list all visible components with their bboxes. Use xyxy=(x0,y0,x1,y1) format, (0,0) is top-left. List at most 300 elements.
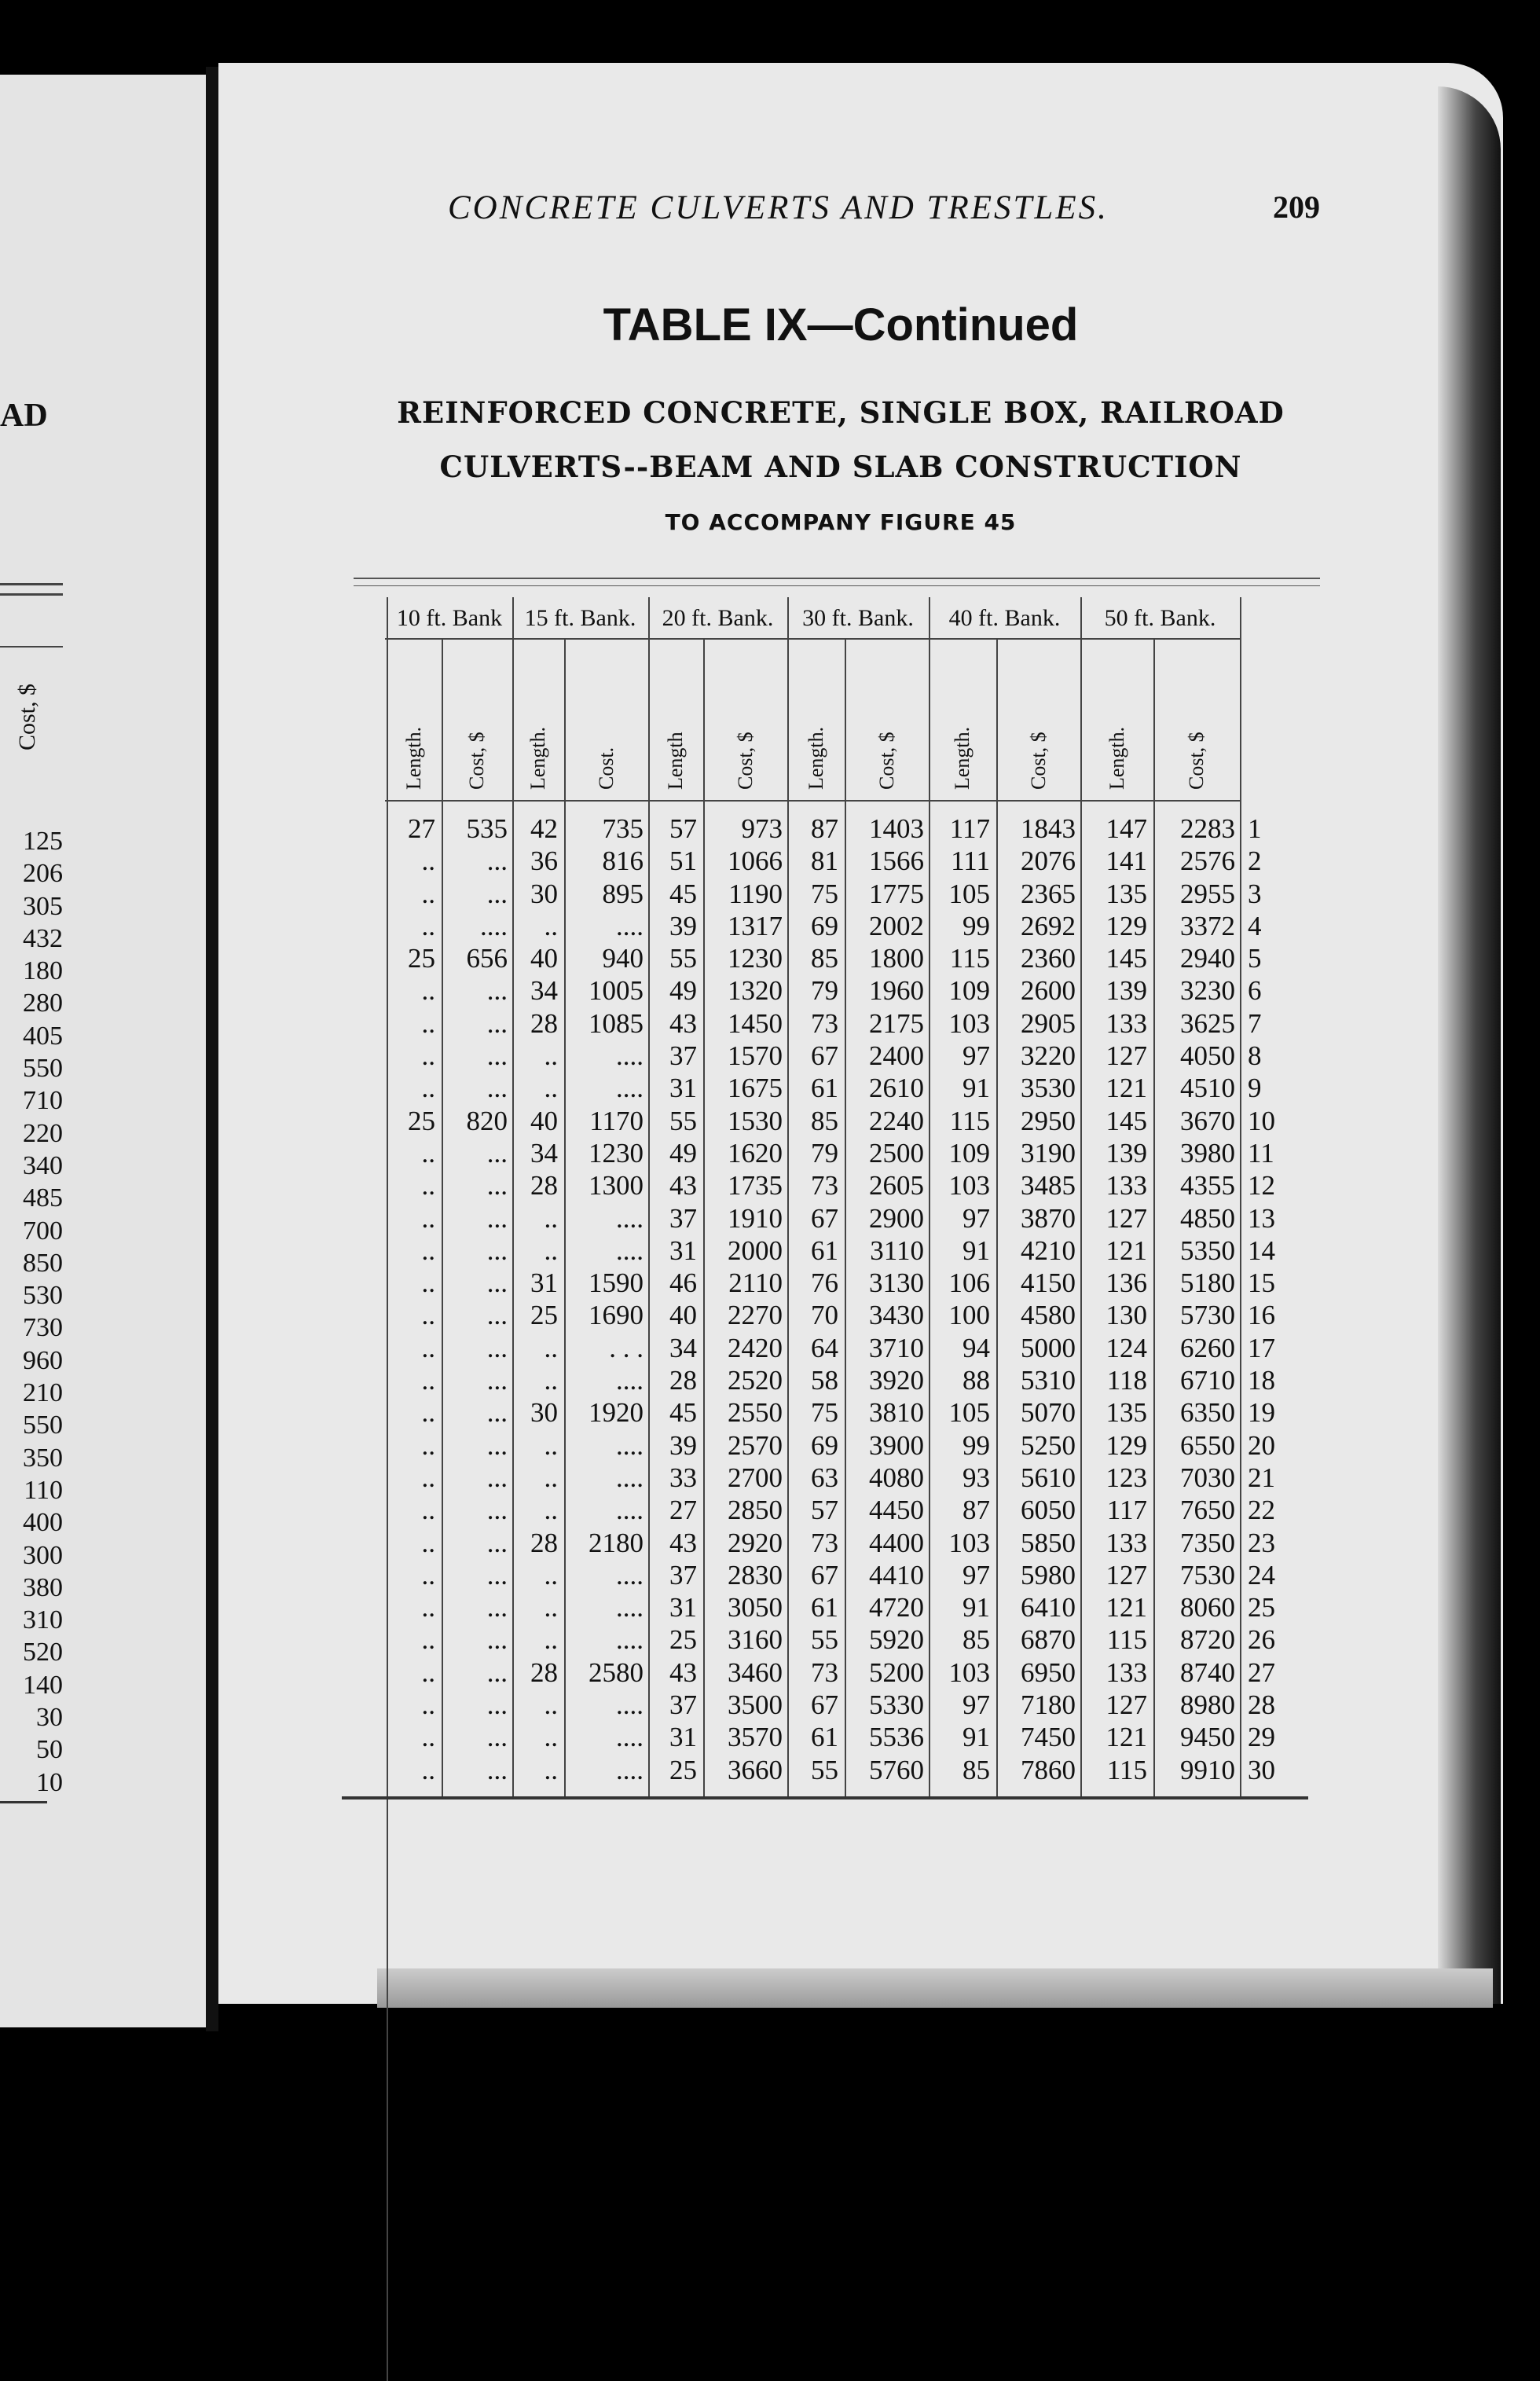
cost-cell: .... xyxy=(616,910,644,941)
length-cell: 91 xyxy=(962,1073,990,1104)
bank-label: 30 ft. Bank. xyxy=(802,605,914,631)
cost-cell: 1910 xyxy=(728,1202,783,1234)
cost-cell: .... xyxy=(616,1235,644,1266)
cost-cell: 7530 xyxy=(1180,1559,1235,1590)
cost-cell: .... xyxy=(616,1462,644,1493)
left-page-cost-cell: 305 xyxy=(23,891,63,921)
left-page-cost-cell: 550 xyxy=(23,1054,63,1084)
left-page-cost-cell: 280 xyxy=(23,989,63,1018)
cost-cell: 1530 xyxy=(728,1105,783,1136)
cost-cell: 5730 xyxy=(1180,1300,1235,1331)
cost-cell: ... xyxy=(486,1624,508,1656)
cost-cell: 3130 xyxy=(869,1268,924,1299)
length-cell: 73 xyxy=(811,1170,838,1202)
length-header: Length. xyxy=(951,726,974,790)
length-header: Length. xyxy=(804,726,827,790)
cost-header: Cost, $ xyxy=(874,732,898,790)
cost-cell: 2955 xyxy=(1180,878,1235,909)
cost-cell: 5850 xyxy=(1021,1527,1076,1558)
length-cell: 57 xyxy=(669,813,697,844)
length-cell: .. xyxy=(421,1527,435,1558)
length-cell: 67 xyxy=(811,1040,838,1072)
table-bottom-rule xyxy=(342,1796,1308,1800)
length-cell: 69 xyxy=(811,1429,838,1461)
length-cell: .. xyxy=(421,1007,435,1039)
length-cell: 39 xyxy=(669,1429,697,1461)
length-cell: 45 xyxy=(669,1397,697,1429)
length-cell: 97 xyxy=(962,1202,990,1234)
cost-cell: 6550 xyxy=(1180,1429,1235,1461)
length-cell: 79 xyxy=(811,975,838,1007)
length-cell: 76 xyxy=(811,1268,838,1299)
cost-cell: 8060 xyxy=(1180,1592,1235,1623)
cost-cell: 973 xyxy=(741,813,783,844)
cost-column xyxy=(564,813,644,1786)
length-cell: 55 xyxy=(811,1754,838,1785)
cost-cell: 1960 xyxy=(869,975,924,1007)
cost-cell: 6260 xyxy=(1180,1332,1235,1363)
cost-cell: 2550 xyxy=(728,1397,783,1429)
cost-cell: ... xyxy=(486,1202,508,1234)
cost-cell: 3190 xyxy=(1021,1137,1076,1168)
cost-cell: 1450 xyxy=(728,1007,783,1039)
cost-cell: .... xyxy=(480,910,508,941)
length-cell: 55 xyxy=(669,943,697,974)
length-cell: .. xyxy=(421,1429,435,1461)
cost-cell: 8740 xyxy=(1180,1656,1235,1688)
length-cell: 37 xyxy=(669,1040,697,1072)
cost-header: Cost, $ xyxy=(465,732,488,790)
length-cell: 25 xyxy=(669,1624,697,1656)
bank-label: 20 ft. Bank. xyxy=(662,605,774,631)
cost-cell: ... xyxy=(486,1235,508,1266)
cost-cell: 3625 xyxy=(1180,1007,1235,1039)
length-cell: 85 xyxy=(962,1754,990,1785)
table-top-rule xyxy=(354,585,1320,586)
cost-cell: 1403 xyxy=(869,813,924,844)
length-cell: 94 xyxy=(962,1332,990,1363)
cost-cell: 5000 xyxy=(1021,1332,1076,1363)
cost-cell: 3810 xyxy=(869,1397,924,1429)
length-cell: 121 xyxy=(1106,1073,1147,1104)
length-cell: 105 xyxy=(948,1397,990,1429)
length-cell: 30 xyxy=(530,878,558,909)
cost-cell: 2600 xyxy=(1021,975,1076,1007)
length-cell: .. xyxy=(421,1073,435,1104)
left-page-cost-cell: 206 xyxy=(23,859,63,889)
length-cell: 121 xyxy=(1106,1722,1147,1753)
cost-cell: 1190 xyxy=(728,878,783,909)
left-page-column-header: Cost, $ xyxy=(14,683,40,750)
length-cell: 43 xyxy=(669,1527,697,1558)
left-page-cost-cell: 700 xyxy=(23,1216,63,1246)
length-cell: 49 xyxy=(669,975,697,1007)
length-cell: 133 xyxy=(1106,1170,1147,1202)
cost-cell: 8980 xyxy=(1180,1689,1235,1721)
cost-cell: 4410 xyxy=(869,1559,924,1590)
length-cell: 70 xyxy=(811,1300,838,1331)
length-cell: .. xyxy=(544,1754,558,1785)
length-cell: 117 xyxy=(949,813,990,844)
length-cell: .. xyxy=(421,1656,435,1688)
cost-cell: .... xyxy=(616,1592,644,1623)
cost-cell: . . . xyxy=(609,1332,644,1363)
cost-cell: 1690 xyxy=(588,1300,644,1331)
cost-cell: .... xyxy=(616,1040,644,1072)
bank-label: 15 ft. Bank. xyxy=(524,605,636,631)
left-page-cost-cell: 850 xyxy=(23,1248,63,1278)
cost-cell: .... xyxy=(616,1722,644,1753)
page-edge xyxy=(1438,86,1501,2004)
cost-header: Cost. xyxy=(594,747,618,790)
length-cell: .. xyxy=(421,1722,435,1753)
length-cell: 43 xyxy=(669,1170,697,1202)
cost-cell: ... xyxy=(486,878,508,909)
row-number: 23 xyxy=(1248,1527,1275,1558)
cost-cell: 2110 xyxy=(728,1268,783,1299)
length-cell: 55 xyxy=(669,1105,697,1136)
left-page-cost-cell: 300 xyxy=(23,1540,63,1570)
length-cell: 93 xyxy=(962,1462,990,1493)
cost-column xyxy=(996,813,1076,1786)
cost-cell: ... xyxy=(486,1462,508,1493)
length-cell: .. xyxy=(421,1624,435,1656)
left-page-rule xyxy=(0,583,63,585)
cost-cell: 5310 xyxy=(1021,1365,1076,1396)
cost-cell: 7180 xyxy=(1021,1689,1076,1721)
row-number: 5 xyxy=(1248,943,1262,974)
length-cell: 139 xyxy=(1106,1137,1147,1168)
length-cell: 127 xyxy=(1106,1040,1147,1072)
length-cell: 85 xyxy=(811,1105,838,1136)
length-cell: 130 xyxy=(1106,1300,1147,1331)
length-cell: 69 xyxy=(811,910,838,941)
cost-cell: 4080 xyxy=(869,1462,924,1493)
length-cell: 73 xyxy=(811,1007,838,1039)
length-cell: .. xyxy=(421,1462,435,1493)
length-cell: 133 xyxy=(1106,1527,1147,1558)
row-number: 13 xyxy=(1248,1202,1275,1234)
length-cell: 67 xyxy=(811,1559,838,1590)
cost-cell: 3670 xyxy=(1180,1105,1235,1136)
cost-cell: 2576 xyxy=(1180,846,1235,877)
cost-cell: ... xyxy=(486,1689,508,1721)
cost-cell: 3710 xyxy=(869,1332,924,1363)
left-page-cost-cell: 140 xyxy=(23,1670,63,1700)
left-page-cost-cell: 125 xyxy=(23,827,63,856)
cost-cell: 1620 xyxy=(728,1137,783,1168)
length-cell: 30 xyxy=(530,1397,558,1429)
row-number: 2 xyxy=(1248,846,1262,877)
cost-cell: 656 xyxy=(466,943,508,974)
length-cell: 99 xyxy=(962,1429,990,1461)
left-page-cost-cell: 405 xyxy=(23,1021,63,1051)
length-cell: .. xyxy=(544,1495,558,1526)
cost-cell: ... xyxy=(486,1559,508,1590)
cost-cell: 5610 xyxy=(1021,1462,1076,1493)
length-cell: .. xyxy=(421,846,435,877)
cost-cell: 9450 xyxy=(1180,1722,1235,1753)
cost-column xyxy=(442,813,508,1786)
cost-cell: 2950 xyxy=(1021,1105,1076,1136)
cost-cell: 1300 xyxy=(588,1170,644,1202)
length-cell: 103 xyxy=(948,1656,990,1688)
cost-cell: 5180 xyxy=(1180,1268,1235,1299)
cost-cell: 1320 xyxy=(728,975,783,1007)
length-cell: .. xyxy=(421,1689,435,1721)
cost-cell: 1800 xyxy=(869,943,924,974)
left-page-cost-cell: 310 xyxy=(23,1605,63,1635)
length-header: Length. xyxy=(1105,726,1128,790)
left-page-rule xyxy=(0,646,63,648)
cost-cell: 2270 xyxy=(728,1300,783,1331)
length-cell: 124 xyxy=(1106,1332,1147,1363)
length-cell: 28 xyxy=(530,1527,558,1558)
length-cell: 31 xyxy=(669,1235,697,1266)
length-cell: 135 xyxy=(1106,878,1147,909)
left-page-cost-cell: 110 xyxy=(24,1475,63,1505)
row-number: 6 xyxy=(1248,975,1262,1007)
length-cell: 63 xyxy=(811,1462,838,1493)
length-cell: 121 xyxy=(1106,1592,1147,1623)
length-cell: .. xyxy=(421,878,435,909)
running-head: CONCRETE CULVERTS AND TRESTLES. xyxy=(448,189,1109,226)
row-number: 29 xyxy=(1248,1722,1275,1753)
row-number: 19 xyxy=(1248,1397,1275,1429)
page-number: 209 xyxy=(1273,189,1320,225)
cost-cell: 3500 xyxy=(728,1689,783,1721)
cost-cell: ... xyxy=(486,1527,508,1558)
row-number: 16 xyxy=(1248,1300,1275,1331)
cost-cell: 2365 xyxy=(1021,878,1076,909)
table-top-rule xyxy=(354,578,1320,579)
length-cell: 115 xyxy=(1106,1754,1147,1785)
cost-cell: ... xyxy=(486,846,508,877)
length-cell: 40 xyxy=(530,1105,558,1136)
length-column xyxy=(787,813,838,1786)
cost-cell: 8720 xyxy=(1180,1624,1235,1656)
length-cell: 27 xyxy=(669,1495,697,1526)
cost-cell: 1675 xyxy=(728,1073,783,1104)
cost-cell: ... xyxy=(486,1300,508,1331)
left-page-bottom-rule xyxy=(0,1801,47,1803)
length-cell: .. xyxy=(421,1137,435,1168)
length-cell: 91 xyxy=(962,1722,990,1753)
cost-cell: 1005 xyxy=(588,975,644,1007)
cost-cell: 6410 xyxy=(1021,1592,1076,1623)
length-cell: 103 xyxy=(948,1527,990,1558)
length-cell: 106 xyxy=(948,1268,990,1299)
length-cell: .. xyxy=(421,1592,435,1623)
length-cell: 88 xyxy=(962,1365,990,1396)
row-number: 14 xyxy=(1248,1235,1275,1266)
cost-cell: 3230 xyxy=(1180,975,1235,1007)
table-subtitle-line-1: REINFORCED CONCRETE, SINGLE BOX, RAILROAD xyxy=(397,395,1285,430)
cost-cell: 3110 xyxy=(870,1235,924,1266)
length-cell: .. xyxy=(421,1235,435,1266)
length-cell: 28 xyxy=(530,1007,558,1039)
cost-cell: ... xyxy=(486,1365,508,1396)
cost-cell: 2900 xyxy=(869,1202,924,1234)
cost-cell: 3530 xyxy=(1021,1073,1076,1104)
length-cell: .. xyxy=(544,1429,558,1461)
length-cell: 129 xyxy=(1106,1429,1147,1461)
left-page-cost-cell: 30 xyxy=(36,1703,63,1733)
cost-cell: 6350 xyxy=(1180,1397,1235,1429)
length-cell: 87 xyxy=(962,1495,990,1526)
cost-cell: ... xyxy=(486,1397,508,1429)
left-page-cost-cell: 220 xyxy=(23,1118,63,1148)
cost-cell: ... xyxy=(486,975,508,1007)
cost-cell: 5920 xyxy=(869,1624,924,1656)
length-cell: .. xyxy=(544,1073,558,1104)
cost-cell: .... xyxy=(616,1559,644,1590)
length-cell: 33 xyxy=(669,1462,697,1493)
cost-cell: 1843 xyxy=(1021,813,1076,844)
cost-cell: 895 xyxy=(602,878,644,909)
cost-cell: 4355 xyxy=(1180,1170,1235,1202)
length-cell: 121 xyxy=(1106,1235,1147,1266)
length-cell: 85 xyxy=(962,1624,990,1656)
cost-cell: 4720 xyxy=(869,1592,924,1623)
length-cell: .. xyxy=(544,1592,558,1623)
cost-cell: 2420 xyxy=(728,1332,783,1363)
cost-cell: 735 xyxy=(602,813,644,844)
cost-cell: 2605 xyxy=(869,1170,924,1202)
length-cell: .. xyxy=(544,1332,558,1363)
row-number: 22 xyxy=(1248,1495,1275,1526)
cost-cell: 1066 xyxy=(728,846,783,877)
cost-cell: 3430 xyxy=(869,1300,924,1331)
length-cell: 133 xyxy=(1106,1656,1147,1688)
cost-cell: 4400 xyxy=(869,1527,924,1558)
length-cell: 79 xyxy=(811,1137,838,1168)
length-cell: 27 xyxy=(408,813,435,844)
cost-cell: ... xyxy=(486,1073,508,1104)
cost-cell: 1170 xyxy=(589,1105,644,1136)
cost-cell: 9910 xyxy=(1180,1754,1235,1785)
length-cell: .. xyxy=(544,910,558,941)
length-cell: 81 xyxy=(811,846,838,877)
row-number: 15 xyxy=(1248,1268,1275,1299)
length-cell: 111 xyxy=(951,846,990,877)
cost-cell: 7650 xyxy=(1180,1495,1235,1526)
length-cell: 67 xyxy=(811,1202,838,1234)
cost-cell: 820 xyxy=(466,1105,508,1136)
cost-cell: 2920 xyxy=(728,1527,783,1558)
length-cell: 37 xyxy=(669,1559,697,1590)
length-cell: 34 xyxy=(669,1332,697,1363)
row-number: 27 xyxy=(1248,1656,1275,1688)
left-page-heading-fragment: AD xyxy=(0,398,48,434)
cost-cell: 3220 xyxy=(1021,1040,1076,1072)
length-cell: .. xyxy=(421,910,435,941)
length-cell: 64 xyxy=(811,1332,838,1363)
length-cell: 31 xyxy=(669,1592,697,1623)
cost-cell: 2240 xyxy=(869,1105,924,1136)
row-number: 18 xyxy=(1248,1365,1275,1396)
length-cell: 40 xyxy=(530,943,558,974)
length-cell: 39 xyxy=(669,910,697,941)
length-cell: 127 xyxy=(1106,1202,1147,1234)
length-cell: 36 xyxy=(530,846,558,877)
cost-cell: 5330 xyxy=(869,1689,924,1721)
length-cell: .. xyxy=(544,1040,558,1072)
length-cell: .. xyxy=(544,1202,558,1234)
left-page-cost-cell: 530 xyxy=(23,1281,63,1311)
left-page-cost-cell: 10 xyxy=(36,1767,63,1797)
table-subtitle-line-2: CULVERTS--BEAM AND SLAB CONSTRUCTION xyxy=(439,449,1242,484)
cost-cell: 2175 xyxy=(869,1007,924,1039)
length-column xyxy=(387,813,435,1786)
left-page-cost-cell: 960 xyxy=(23,1345,63,1375)
cost-cell: 5070 xyxy=(1021,1397,1076,1429)
cost-cell: 6710 xyxy=(1180,1365,1235,1396)
left-page-cost-cell: 710 xyxy=(23,1086,63,1116)
row-number: 26 xyxy=(1248,1624,1275,1656)
cost-cell: 2610 xyxy=(869,1073,924,1104)
cost-cell: 940 xyxy=(602,943,644,974)
cost-cell: 1570 xyxy=(728,1040,783,1072)
cost-cell: 5200 xyxy=(869,1656,924,1688)
length-cell: 145 xyxy=(1106,943,1147,974)
cost-cell: 3660 xyxy=(728,1754,783,1785)
left-page-cost-cell: 485 xyxy=(23,1183,63,1213)
cost-cell: .... xyxy=(616,1689,644,1721)
length-cell: 127 xyxy=(1106,1559,1147,1590)
length-cell: 55 xyxy=(811,1624,838,1656)
cost-cell: 2940 xyxy=(1180,943,1235,974)
cost-cell: 4050 xyxy=(1180,1040,1235,1072)
length-cell: 49 xyxy=(669,1137,697,1168)
length-cell: 97 xyxy=(962,1040,990,1072)
cost-cell: 2000 xyxy=(728,1235,783,1266)
row-number: 1 xyxy=(1248,813,1262,844)
length-cell: .. xyxy=(421,975,435,1007)
length-cell: .. xyxy=(421,1332,435,1363)
cost-cell: 2180 xyxy=(588,1527,644,1558)
cost-header: Cost, $ xyxy=(1026,732,1050,790)
length-cell: 97 xyxy=(962,1689,990,1721)
cost-cell: .... xyxy=(616,1624,644,1656)
scan-top-border xyxy=(0,0,1540,63)
cost-cell: ... xyxy=(486,1592,508,1623)
length-cell: 25 xyxy=(669,1754,697,1785)
length-cell: .. xyxy=(421,1202,435,1234)
cost-cell: 5760 xyxy=(869,1754,924,1785)
length-cell: 103 xyxy=(948,1170,990,1202)
cost-cell: 2830 xyxy=(728,1559,783,1590)
bank-divider xyxy=(1240,597,1241,1800)
length-cell: .. xyxy=(544,1365,558,1396)
cost-cell: 1590 xyxy=(588,1268,644,1299)
row-number: 12 xyxy=(1248,1170,1275,1202)
length-cell: 75 xyxy=(811,1397,838,1429)
length-cell: 135 xyxy=(1106,1397,1147,1429)
length-cell: 115 xyxy=(1106,1624,1147,1656)
cost-cell: 5536 xyxy=(869,1722,924,1753)
length-cell: 37 xyxy=(669,1202,697,1234)
left-page-cost-cell: 400 xyxy=(23,1508,63,1538)
row-number: 10 xyxy=(1248,1105,1275,1136)
length-cell: 45 xyxy=(669,878,697,909)
page-bottom-edge xyxy=(377,1968,1493,2008)
cost-cell: 3570 xyxy=(728,1722,783,1753)
bank-label: 50 ft. Bank. xyxy=(1104,605,1216,631)
length-cell: 87 xyxy=(811,813,838,844)
cost-cell: 2580 xyxy=(588,1656,644,1688)
cost-header: Cost, $ xyxy=(733,732,757,790)
